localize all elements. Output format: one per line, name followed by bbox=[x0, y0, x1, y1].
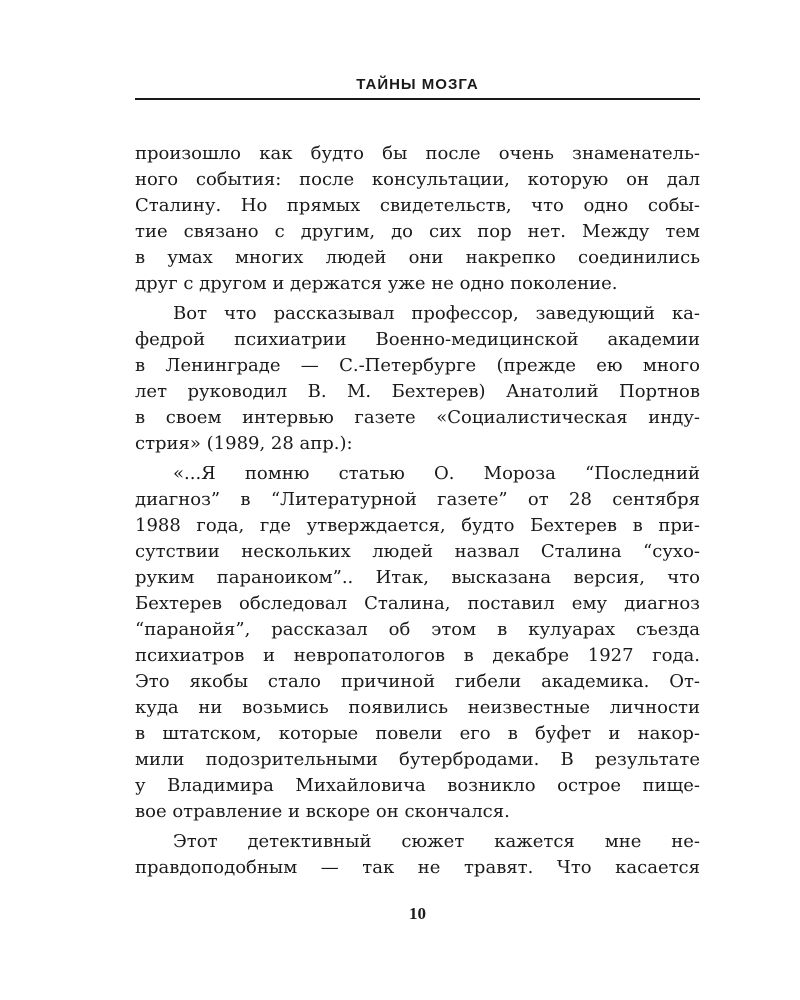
text-line: Бехтерев обследовал Сталина, поставил ему диагноз bbox=[135, 593, 700, 614]
running-header: ТАЙНЫ МОЗГА bbox=[356, 76, 479, 93]
paragraph bbox=[135, 141, 700, 297]
text-line: правдоподобным — так не травят. Что касается bbox=[135, 857, 700, 878]
body-text bbox=[135, 141, 700, 885]
text-line: в Ленинграде — С.-Петербурге (прежде ею много bbox=[135, 355, 700, 376]
text-line: руким параноиком”.. Итак, высказана версия, что bbox=[135, 567, 700, 588]
text-line: Этот детективный сюжет кажется мне не- bbox=[173, 831, 700, 852]
text-line: вое отравление и вскоре он скончался. bbox=[135, 801, 510, 822]
paragraph bbox=[135, 461, 700, 825]
text-line: мили подозрительными бутербродами. В результате bbox=[135, 749, 700, 770]
text-line: диагноз” в “Литературной газете” от 28 сентября bbox=[135, 489, 700, 510]
text-line: психиатров и невропатологов в декабре 1927 года. bbox=[135, 645, 700, 666]
text-line: федрой психиатрии Военно-медицинской академии bbox=[135, 329, 700, 350]
text-line: лет руководил В. М. Бехтерев) Анатолий Портнов bbox=[135, 381, 700, 402]
text-line: Вот что рассказывал профессор, заведующий ка- bbox=[173, 303, 700, 324]
text-line: у Владимира Михайловича возникло острое пище- bbox=[135, 775, 700, 796]
text-line: тие связано с другим, до сих пор нет. Между тем bbox=[135, 221, 700, 242]
text-line: Это якобы стало причиной гибели академика. От- bbox=[135, 671, 700, 692]
text-line: стрия» (1989, 28 апр.): bbox=[135, 433, 353, 454]
text-line: “паранойя”, рассказал об этом в кулуарах съезда bbox=[135, 619, 700, 640]
paragraph bbox=[135, 301, 700, 457]
text-line: друг с другом и держатся уже не одно поколение. bbox=[135, 273, 618, 294]
text-line: произошло как будто бы после очень знаменатель- bbox=[135, 143, 700, 164]
text-line: в своем интервью газете «Социалистическая инду- bbox=[135, 407, 700, 428]
text-line: сутствии нескольких людей назвал Сталина “сухо- bbox=[135, 541, 700, 562]
text-line: Сталину. Но прямых свидетельств, что одно собы- bbox=[135, 195, 700, 216]
paragraph bbox=[135, 829, 700, 881]
text-line: в умах многих людей они накрепко соединились bbox=[135, 247, 700, 268]
text-line: ного события: после консультации, которую он дал bbox=[135, 169, 700, 190]
header-rule bbox=[135, 98, 700, 100]
text-line: куда ни возьмись появились неизвестные личности bbox=[135, 697, 700, 718]
text-line: в штатском, которые повели его в буфет и накор- bbox=[135, 723, 700, 744]
text-line: 1988 года, где утверждается, будто Бехтерев в при- bbox=[135, 515, 700, 536]
page-number: 10 bbox=[409, 904, 426, 923]
text-line: «...Я помню статью О. Мороза “Последний bbox=[173, 463, 700, 484]
